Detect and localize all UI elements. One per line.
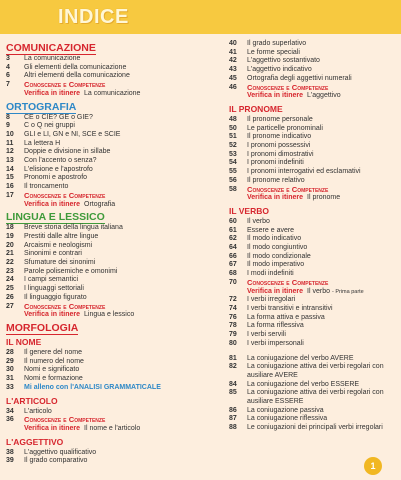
toc-entry-title: Il numero del nome [24, 357, 84, 365]
toc-entry[interactable] [6, 384, 201, 393]
section-heading-lessico: LINGUA E LESSICO [6, 211, 105, 224]
toc-entry[interactable] [229, 125, 399, 134]
toc-page-number: 39 [6, 457, 14, 465]
page-number-badge: 1 [364, 457, 382, 475]
toc-entry-title: I verbi impersonali [247, 339, 304, 347]
toc-entry[interactable] [229, 57, 399, 66]
left-column [6, 40, 201, 466]
toc-entry-title: La coniugazione del verbo ESSERE [247, 380, 360, 388]
section-heading-ortografia: ORTOGRAFIA [6, 100, 77, 113]
toc-entry-title: I campi semantici [24, 276, 79, 284]
subsection-heading-aggettivo: L'AGGETTIVO [6, 436, 64, 447]
toc-page-number: 34 [6, 407, 14, 415]
toc-page-number: 78 [229, 322, 237, 330]
toc-entry-title: Conoscenze e Competenze [247, 184, 329, 194]
toc-entry-title: Il grado comparativo [24, 457, 88, 465]
toc-entry-title: Il pronome relativo [247, 176, 305, 184]
toc-page-number: 48 [229, 115, 237, 123]
toc-page-number: 40 [229, 40, 237, 47]
subsection-heading-nome: IL NOME [6, 336, 42, 347]
toc-page-number: 10 [6, 130, 14, 138]
toc-page-number: 11 [6, 139, 14, 147]
toc-entry-title: Il troncamento [24, 183, 69, 191]
toc-entry[interactable] [6, 192, 201, 201]
toc-entry-title: I pronomi indefiniti [247, 159, 304, 167]
toc-entry[interactable] [229, 322, 399, 331]
verifica-ortografia[interactable]: Verifica in itinere Ortografia [24, 200, 116, 208]
verifica-lessico[interactable]: Verifica in itinere Lingua e lessico [24, 311, 135, 319]
toc-entry[interactable] [6, 148, 201, 157]
toc-entry-title: C o Q nei gruppi [24, 122, 75, 130]
toc-page-number: 14 [6, 165, 14, 173]
toc-entry[interactable] [6, 366, 201, 375]
toc-page-number: 88 [229, 424, 237, 432]
toc-entry-title: Nomi e formazione [24, 375, 83, 383]
toc-entry[interactable] [229, 168, 399, 177]
toc-entry[interactable] [229, 331, 399, 340]
toc-page-number: 7 [6, 81, 10, 89]
toc-entry[interactable] [229, 381, 399, 390]
toc-page-number: 25 [6, 285, 14, 293]
toc-page-number: 36 [6, 416, 14, 424]
toc-entry[interactable] [6, 157, 201, 166]
toc-entry-title: Sinonimi e contrari [24, 250, 82, 258]
toc-entry-title: Arcaismi e neologismi [24, 241, 93, 249]
toc-page-number: 82 [229, 363, 237, 371]
toc-page-number: 87 [229, 415, 237, 423]
toc-entry[interactable] [6, 224, 201, 233]
toc-entry[interactable] [6, 174, 201, 183]
toc-entry-title: Nomi e significato [24, 366, 80, 374]
toc-entry[interactable] [229, 314, 399, 323]
toc-entry-title: I pronomi possessivi [247, 142, 311, 150]
toc-page-number: 53 [229, 150, 237, 158]
toc-page-number: 80 [229, 339, 237, 347]
toc-entry-title: Le coniugazioni dei principali verbi irregolari [247, 424, 383, 432]
toc-entry-title: Breve storia della lingua italiana [24, 224, 123, 232]
toc-page-number: 13 [6, 157, 14, 165]
toc-entry[interactable] [229, 340, 399, 349]
toc-entry-title: Il modo congiuntivo [247, 244, 308, 252]
toc-entry[interactable] [229, 235, 399, 244]
verifica-verbo[interactable]: Verifica in itinere Il verbo - Prima parte [247, 287, 364, 295]
page-title: INDICE [58, 6, 129, 28]
toc-entry-title: La forma attiva e passiva [247, 313, 325, 321]
toc-entry-title: Il modo imperativo [247, 261, 305, 269]
toc-entry-title: Conoscenze e Competenze [24, 190, 106, 200]
toc-page-number: 61 [229, 226, 237, 234]
toc-page-number: 76 [229, 313, 237, 321]
right-column [229, 40, 399, 433]
toc-entry[interactable] [229, 407, 399, 416]
subsection-heading-articolo: L'ARTICOLO [6, 395, 58, 406]
toc-entry[interactable] [6, 349, 201, 358]
toc-entry[interactable] [6, 457, 201, 466]
toc-page-number: 72 [229, 296, 237, 304]
toc-page-number: 21 [6, 250, 14, 258]
toc-page-number: 29 [6, 357, 14, 365]
toc-entry-title: Il linguaggio figurato [24, 293, 87, 301]
list-comunicazione [6, 55, 201, 90]
toc-page-number: 70 [229, 278, 237, 286]
toc-entry-title: L'elisione e l'apostrofo [24, 165, 93, 173]
toc-page-number: 84 [229, 380, 237, 388]
toc-page-number: 46 [229, 83, 237, 91]
toc-entry-title: Gli elementi della comunicazione [24, 63, 127, 71]
toc-page-number: 15 [6, 174, 14, 182]
toc-entry-title: GLI e LI, GN e NI, SCE e SCIE [24, 130, 121, 138]
toc-entry[interactable] [229, 227, 399, 236]
toc-entry-title: Doppie e divisione in sillabe [24, 148, 111, 156]
toc-page-number: 28 [6, 348, 14, 356]
verifica-pronome[interactable]: Verifica in itinere Il pronome [247, 194, 341, 202]
toc-entry[interactable] [6, 250, 201, 259]
toc-entry-title: Conoscenze e Competenze [24, 415, 106, 425]
toc-entry[interactable] [6, 140, 201, 149]
toc-entry[interactable] [6, 285, 201, 294]
toc-entry-title: La coniugazione passiva [247, 406, 324, 414]
toc-entry-title: CE o CIE? GE o GIE? [24, 113, 93, 121]
toc-entry[interactable] [229, 218, 399, 227]
toc-entry[interactable] [6, 375, 201, 384]
toc-entry[interactable] [229, 133, 399, 142]
toc-page-number: 3 [6, 55, 10, 62]
toc-page-number: 16 [6, 183, 14, 191]
subsection-heading-pronome: IL PRONOME [229, 103, 283, 114]
toc-entry[interactable] [229, 261, 399, 270]
toc-page-number: 19 [6, 232, 14, 240]
toc-entry-title: I linguaggi settoriali [24, 285, 84, 293]
toc-entry[interactable] [229, 142, 399, 151]
verifica-comunicazione[interactable]: Verifica in itinere La comunicazione [24, 89, 141, 97]
toc-entry-title: L'articolo [24, 407, 52, 415]
toc-entry-title: Ortografia degli aggettivi numerali [247, 74, 352, 82]
toc-entry-title: La coniugazione attiva dei verbi regolari con ausiliare ESSERE [247, 389, 384, 406]
toc-entry[interactable] [229, 186, 399, 195]
toc-entry-title: I pronomi interrogativi ed esclamativi [247, 168, 361, 176]
toc-page-number: 20 [6, 241, 14, 249]
list-pronome [229, 116, 399, 194]
toc-entry[interactable] [229, 363, 399, 380]
toc-entry[interactable] [6, 114, 201, 123]
toc-page-number: 42 [229, 57, 237, 65]
toc-page-number: 18 [6, 224, 14, 232]
toc-page-number: 26 [6, 293, 14, 301]
toc-entry-title: L'aggettivo qualificativo [24, 448, 97, 456]
section-heading-morfologia: MORFOLOGIA [6, 321, 79, 334]
list-coniugazioni [229, 355, 399, 433]
toc-entry-title: Il pronome personale [247, 115, 313, 123]
toc-page-number: 45 [229, 74, 237, 82]
toc-entry[interactable] [229, 49, 399, 58]
toc-page-number: 30 [6, 366, 14, 374]
toc-entry-title: La coniugazione riflessiva [247, 415, 328, 423]
toc-entry-title: Conoscenze e Competenze [247, 277, 329, 287]
section-heading-comunicazione: COMUNICAZIONE [6, 42, 96, 54]
list-aggettivo [6, 449, 201, 466]
toc-page-number: 23 [6, 267, 14, 275]
toc-entry[interactable] [229, 66, 399, 75]
toc-page-number: 55 [229, 168, 237, 176]
header-bar [0, 0, 401, 34]
toc-entry[interactable] [229, 415, 399, 424]
toc-entry[interactable] [6, 81, 201, 90]
toc-entry-title: Le forme speciali [247, 48, 300, 56]
toc-entry-title: Pronomi e apostrofo [24, 174, 88, 182]
toc-entry[interactable] [6, 268, 201, 277]
toc-entry[interactable] [229, 84, 399, 93]
toc-entry[interactable] [229, 253, 399, 262]
toc-page-number: 6 [6, 72, 10, 80]
toc-page-number: 58 [229, 185, 237, 193]
toc-page-number: 4 [6, 63, 10, 71]
toc-entry-title: Il grado superlativo [247, 40, 307, 47]
toc-page-number: 52 [229, 142, 237, 150]
toc-page-number: 17 [6, 191, 14, 199]
toc-entry[interactable] [6, 276, 201, 285]
toc-entry[interactable] [229, 355, 399, 364]
toc-entry[interactable] [6, 64, 201, 73]
toc-entry-title: La coniugazione del verbo AVERE [247, 354, 354, 362]
toc-entry[interactable] [229, 296, 399, 305]
list-lessico [6, 224, 201, 311]
toc-page-number: 85 [229, 389, 237, 397]
toc-entry-title: Altri elementi della comunicazione [24, 72, 130, 80]
toc-page-number: 64 [229, 244, 237, 252]
toc-entry-title: Il modo condizionale [247, 252, 311, 260]
toc-entry[interactable] [229, 40, 399, 49]
toc-entry[interactable] [229, 116, 399, 125]
toc-entry-title: Conoscenze e Competenze [247, 82, 329, 92]
toc-entry-title: La lettera H [24, 139, 61, 147]
toc-entry[interactable] [6, 358, 201, 367]
toc-entry[interactable] [6, 166, 201, 175]
toc-entry-title: La coniugazione attiva dei verbi regolari con ausiliare AVERE [247, 363, 384, 379]
toc-page-number: 38 [6, 448, 14, 456]
toc-page-number: 68 [229, 270, 237, 278]
toc-entry[interactable] [6, 416, 201, 425]
toc-entry[interactable] [229, 159, 399, 168]
toc-page-number: 56 [229, 176, 237, 184]
toc-entry[interactable] [6, 122, 201, 131]
toc-page-number: 43 [229, 66, 237, 74]
verifica-articolo[interactable]: Verifica in itinere Il nome e l'articolo [24, 424, 141, 432]
toc-page-number: 79 [229, 331, 237, 339]
toc-entry-title: Il pronome indicativo [247, 133, 312, 141]
toc-page-number: 54 [229, 159, 237, 167]
toc-entry[interactable] [229, 424, 399, 433]
toc-entry-title: Mi alleno con l'ANALISI GRAMMATICALE [24, 383, 161, 391]
toc-entry[interactable] [6, 55, 201, 64]
list-verbo-2 [229, 296, 399, 348]
toc-entry-title: Il genere del nome [24, 348, 82, 356]
toc-entry-title: La comunicazione [24, 55, 81, 62]
verifica-aggettivo[interactable]: Verifica in itinere L'aggettivo [247, 92, 341, 100]
toc-entry-title: I pronomi dimostrativi [247, 150, 314, 158]
toc-page-number: 27 [6, 302, 14, 310]
list-articolo [6, 408, 201, 425]
toc-page-number: 66 [229, 252, 237, 260]
toc-entry-title: L'aggettivo indicativo [247, 66, 312, 74]
toc-entry-title: La forma riflessiva [247, 322, 304, 330]
list-aggettivo-cont [229, 40, 399, 92]
toc-page-number: 22 [6, 259, 14, 267]
toc-entry-title: Il verbo [247, 217, 270, 225]
toc-entry-title: Prestiti dalle altre lingue [24, 232, 99, 240]
toc-entry-title: Parole polisemiche e omonimi [24, 267, 118, 275]
toc-entry-title: Con l'accento o senza? [24, 157, 97, 165]
toc-page-number: 41 [229, 48, 237, 56]
toc-entry[interactable] [229, 305, 399, 314]
toc-entry-title: Sfumature dei sinonimi [24, 259, 96, 267]
toc-entry-title: Le particelle pronominali [247, 124, 323, 132]
toc-entry-title: L'aggettivo sostantivato [247, 57, 320, 65]
toc-entry[interactable] [6, 131, 201, 140]
toc-entry[interactable] [6, 449, 201, 458]
toc-page-number: 51 [229, 133, 237, 141]
list-nome [6, 349, 201, 393]
toc-entry-title: I verbi servili [247, 331, 286, 339]
toc-page-number: 9 [6, 122, 10, 130]
toc-entry[interactable] [229, 279, 399, 288]
toc-page-number: 74 [229, 304, 237, 312]
toc-page-number: 67 [229, 261, 237, 269]
list-ortografia [6, 114, 201, 201]
toc-page-number: 8 [6, 113, 10, 121]
toc-page-number: 24 [6, 276, 14, 284]
toc-entry[interactable] [229, 389, 399, 406]
subsection-heading-verbo: IL VERBO [229, 205, 269, 216]
toc-entry[interactable] [229, 151, 399, 160]
toc-page-number: 60 [229, 217, 237, 225]
toc-entry-title: Il modo indicativo [247, 235, 302, 243]
list-verbo [229, 218, 399, 288]
toc-page-number: 81 [229, 354, 237, 362]
toc-entry-title: I verbi transitivi e intransitivi [247, 304, 333, 312]
toc-page-number: 50 [229, 124, 237, 132]
toc-page-number: 62 [229, 235, 237, 243]
toc-entry-title: Conoscenze e Competenze [24, 80, 106, 90]
toc-page-number: 12 [6, 148, 14, 156]
toc-entry[interactable] [229, 244, 399, 253]
toc-entry[interactable] [6, 259, 201, 268]
toc-entry-title: I verbi irregolari [247, 296, 296, 304]
toc-entry-title: I modi indefiniti [247, 270, 294, 278]
toc-page-number: 33 [6, 383, 14, 391]
toc-entry[interactable] [6, 303, 201, 312]
toc-entry-title: Conoscenze e Competenze [24, 301, 106, 311]
toc-entry-title: Essere e avere [247, 226, 295, 234]
toc-page-number: 86 [229, 406, 237, 414]
toc-page-number: 31 [6, 375, 14, 383]
toc-entry[interactable] [6, 233, 201, 242]
toc-entry[interactable] [6, 242, 201, 251]
